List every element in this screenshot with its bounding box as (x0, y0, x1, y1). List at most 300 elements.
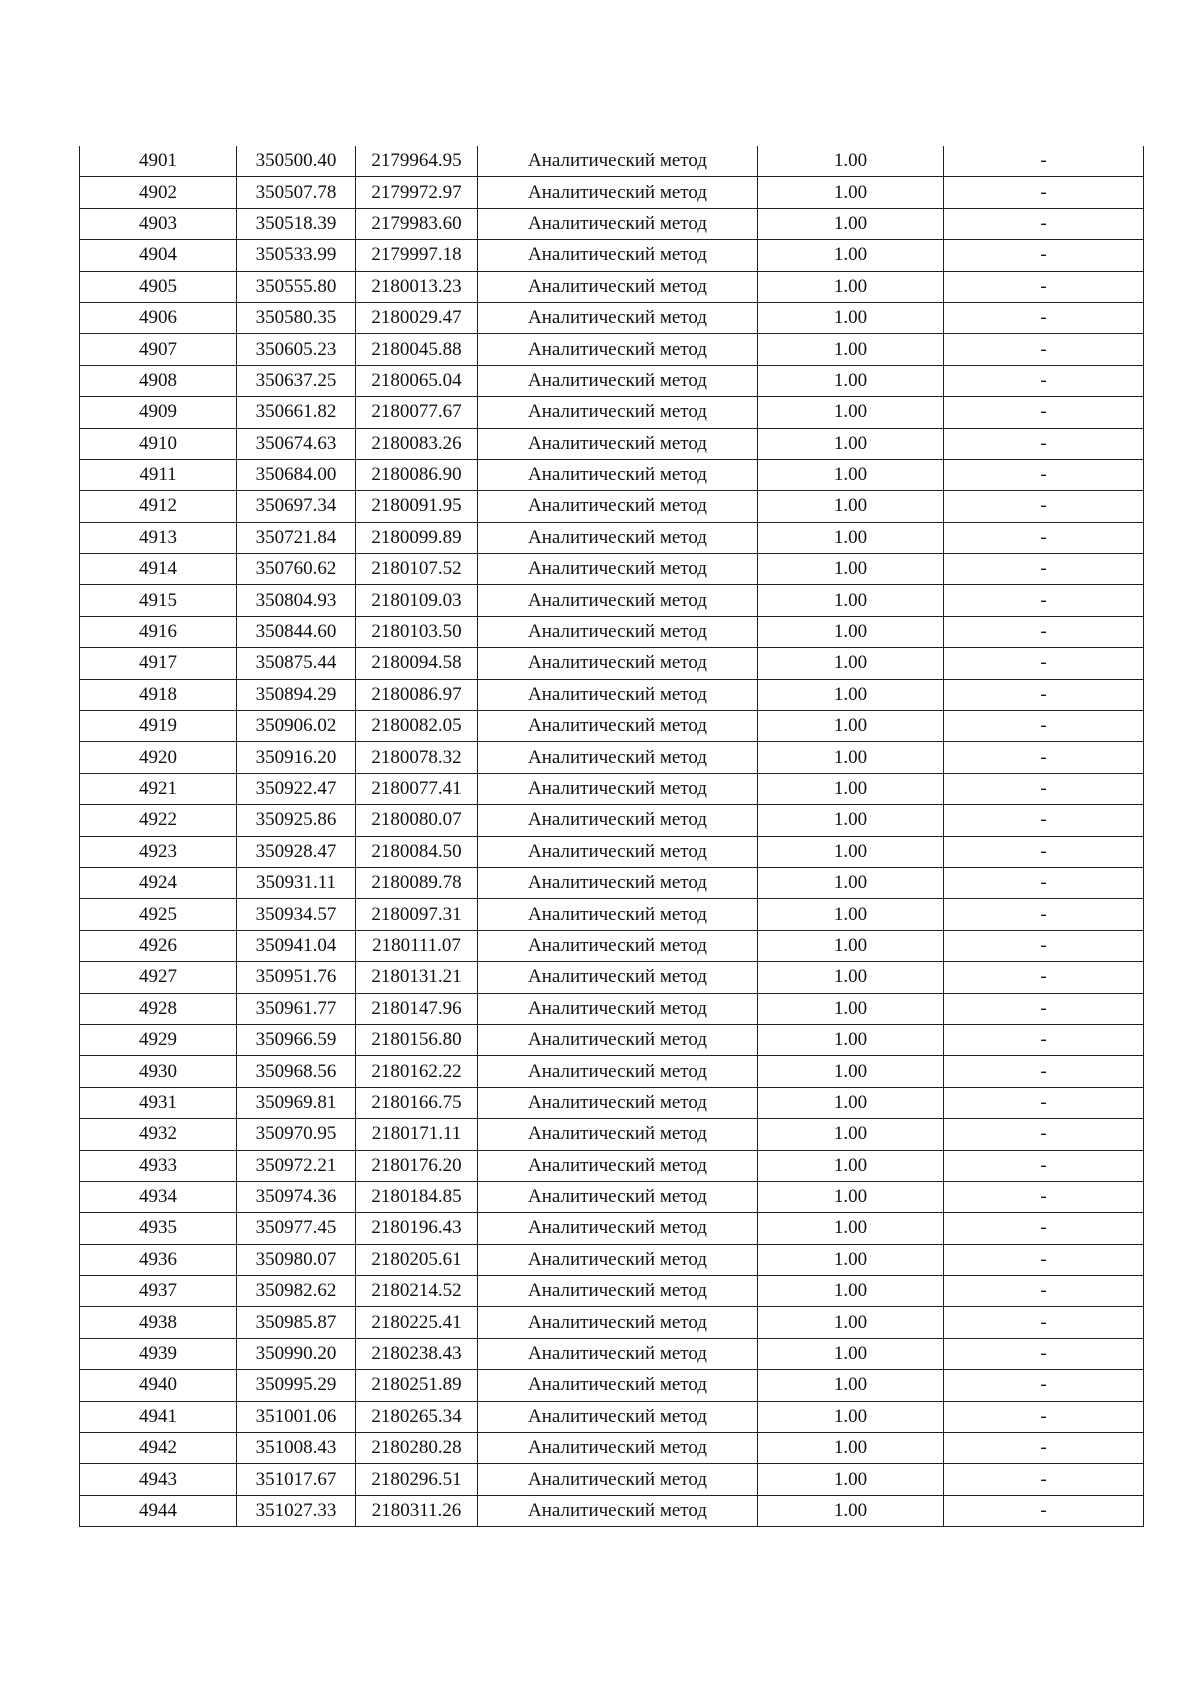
table-row (80, 334, 1144, 365)
method-cell: Аналитический метод (478, 271, 758, 302)
y-coordinate-cell: 2180311.26 (356, 1495, 478, 1526)
x-coordinate-cell: 350969.81 (237, 1087, 356, 1118)
method-cell: Аналитический метод (478, 773, 758, 804)
table-row (80, 208, 1144, 239)
point-number-cell: 4921 (80, 773, 237, 804)
accuracy-cell: 1.00 (758, 1244, 944, 1275)
x-coordinate-cell: 351001.06 (237, 1401, 356, 1432)
description-cell: - (944, 554, 1144, 585)
x-coordinate-cell: 350500.40 (237, 146, 356, 177)
point-number-cell: 4906 (80, 302, 237, 333)
y-coordinate-cell: 2180086.90 (356, 459, 478, 490)
table-row (80, 836, 1144, 867)
table-row (80, 491, 1144, 522)
accuracy-cell: 1.00 (758, 930, 944, 961)
point-number-cell: 4911 (80, 459, 237, 490)
point-number-cell: 4910 (80, 428, 237, 459)
table-row (80, 930, 1144, 961)
accuracy-cell: 1.00 (758, 1338, 944, 1369)
accuracy-cell: 1.00 (758, 962, 944, 993)
accuracy-cell: 1.00 (758, 1370, 944, 1401)
method-cell: Аналитический метод (478, 428, 758, 459)
method-cell: Аналитический метод (478, 177, 758, 208)
accuracy-cell: 1.00 (758, 334, 944, 365)
y-coordinate-cell: 2180077.67 (356, 397, 478, 428)
accuracy-cell: 1.00 (758, 1024, 944, 1055)
point-number-cell: 4916 (80, 616, 237, 647)
description-cell: - (944, 428, 1144, 459)
description-cell: - (944, 1087, 1144, 1118)
accuracy-cell: 1.00 (758, 1433, 944, 1464)
accuracy-cell: 1.00 (758, 177, 944, 208)
table-row (80, 805, 1144, 836)
method-cell: Аналитический метод (478, 1338, 758, 1369)
table-row (80, 993, 1144, 1024)
table-row (80, 302, 1144, 333)
description-cell: - (944, 836, 1144, 867)
x-coordinate-cell: 350974.36 (237, 1181, 356, 1212)
table-row (80, 146, 1144, 177)
description-cell: - (944, 1433, 1144, 1464)
y-coordinate-cell: 2179972.97 (356, 177, 478, 208)
y-coordinate-cell: 2180296.51 (356, 1464, 478, 1495)
method-cell: Аналитический метод (478, 1024, 758, 1055)
method-cell: Аналитический метод (478, 1244, 758, 1275)
x-coordinate-cell: 350980.07 (237, 1244, 356, 1275)
x-coordinate-cell: 350934.57 (237, 899, 356, 930)
x-coordinate-cell: 350684.00 (237, 459, 356, 490)
y-coordinate-cell: 2180082.05 (356, 711, 478, 742)
method-cell: Аналитический метод (478, 522, 758, 553)
x-coordinate-cell: 350637.25 (237, 365, 356, 396)
description-cell: - (944, 1024, 1144, 1055)
table-row (80, 1181, 1144, 1212)
method-cell: Аналитический метод (478, 805, 758, 836)
description-cell: - (944, 773, 1144, 804)
point-number-cell: 4928 (80, 993, 237, 1024)
description-cell: - (944, 585, 1144, 616)
method-cell: Аналитический метод (478, 899, 758, 930)
table-row (80, 1401, 1144, 1432)
x-coordinate-cell: 350972.21 (237, 1150, 356, 1181)
accuracy-cell: 1.00 (758, 146, 944, 177)
table-row (80, 177, 1144, 208)
accuracy-cell: 1.00 (758, 1213, 944, 1244)
method-cell: Аналитический метод (478, 1276, 758, 1307)
description-cell: - (944, 459, 1144, 490)
method-cell: Аналитический метод (478, 302, 758, 333)
accuracy-cell: 1.00 (758, 1495, 944, 1526)
point-number-cell: 4922 (80, 805, 237, 836)
description-cell: - (944, 805, 1144, 836)
accuracy-cell: 1.00 (758, 271, 944, 302)
method-cell: Аналитический метод (478, 930, 758, 961)
y-coordinate-cell: 2179983.60 (356, 208, 478, 239)
x-coordinate-cell: 351017.67 (237, 1464, 356, 1495)
table-row (80, 1307, 1144, 1338)
y-coordinate-cell: 2179997.18 (356, 240, 478, 271)
x-coordinate-cell: 350697.34 (237, 491, 356, 522)
point-number-cell: 4940 (80, 1370, 237, 1401)
description-cell: - (944, 679, 1144, 710)
description-cell: - (944, 616, 1144, 647)
accuracy-cell: 1.00 (758, 1401, 944, 1432)
description-cell: - (944, 930, 1144, 961)
accuracy-cell: 1.00 (758, 302, 944, 333)
method-cell: Аналитический метод (478, 1464, 758, 1495)
y-coordinate-cell: 2180251.89 (356, 1370, 478, 1401)
method-cell: Аналитический метод (478, 1213, 758, 1244)
accuracy-cell: 1.00 (758, 899, 944, 930)
x-coordinate-cell: 350928.47 (237, 836, 356, 867)
y-coordinate-cell: 2180225.41 (356, 1307, 478, 1338)
point-number-cell: 4919 (80, 711, 237, 742)
x-coordinate-cell: 350661.82 (237, 397, 356, 428)
description-cell: - (944, 1495, 1144, 1526)
y-coordinate-cell: 2180156.80 (356, 1024, 478, 1055)
description-cell: - (944, 648, 1144, 679)
method-cell: Аналитический метод (478, 742, 758, 773)
accuracy-cell: 1.00 (758, 679, 944, 710)
y-coordinate-cell: 2180013.23 (356, 271, 478, 302)
accuracy-cell: 1.00 (758, 459, 944, 490)
method-cell: Аналитический метод (478, 1433, 758, 1464)
y-coordinate-cell: 2180078.32 (356, 742, 478, 773)
point-number-cell: 4914 (80, 554, 237, 585)
y-coordinate-cell: 2180238.43 (356, 1338, 478, 1369)
description-cell: - (944, 1401, 1144, 1432)
point-number-cell: 4932 (80, 1119, 237, 1150)
method-cell: Аналитический метод (478, 491, 758, 522)
table-row (80, 365, 1144, 396)
description-cell: - (944, 899, 1144, 930)
x-coordinate-cell: 350916.20 (237, 742, 356, 773)
y-coordinate-cell: 2180147.96 (356, 993, 478, 1024)
accuracy-cell: 1.00 (758, 1276, 944, 1307)
y-coordinate-cell: 2179964.95 (356, 146, 478, 177)
table-row (80, 240, 1144, 271)
accuracy-cell: 1.00 (758, 993, 944, 1024)
description-cell: - (944, 177, 1144, 208)
y-coordinate-cell: 2180196.43 (356, 1213, 478, 1244)
point-number-cell: 4913 (80, 522, 237, 553)
description-cell: - (944, 1213, 1144, 1244)
description-cell: - (944, 146, 1144, 177)
point-number-cell: 4908 (80, 365, 237, 396)
y-coordinate-cell: 2180080.07 (356, 805, 478, 836)
method-cell: Аналитический метод (478, 146, 758, 177)
table-row (80, 1338, 1144, 1369)
y-coordinate-cell: 2180045.88 (356, 334, 478, 365)
x-coordinate-cell: 350925.86 (237, 805, 356, 836)
point-number-cell: 4934 (80, 1181, 237, 1212)
method-cell: Аналитический метод (478, 1181, 758, 1212)
table-row (80, 648, 1144, 679)
y-coordinate-cell: 2180094.58 (356, 648, 478, 679)
coordinates-table-body (80, 146, 1144, 1527)
y-coordinate-cell: 2180091.95 (356, 491, 478, 522)
x-coordinate-cell: 350968.56 (237, 1056, 356, 1087)
x-coordinate-cell: 350555.80 (237, 271, 356, 302)
point-number-cell: 4907 (80, 334, 237, 365)
point-number-cell: 4931 (80, 1087, 237, 1118)
accuracy-cell: 1.00 (758, 1307, 944, 1338)
method-cell: Аналитический метод (478, 1370, 758, 1401)
description-cell: - (944, 1056, 1144, 1087)
point-number-cell: 4904 (80, 240, 237, 271)
table-row (80, 554, 1144, 585)
point-number-cell: 4927 (80, 962, 237, 993)
x-coordinate-cell: 350605.23 (237, 334, 356, 365)
description-cell: - (944, 1119, 1144, 1150)
x-coordinate-cell: 350995.29 (237, 1370, 356, 1401)
point-number-cell: 4918 (80, 679, 237, 710)
method-cell: Аналитический метод (478, 1087, 758, 1118)
y-coordinate-cell: 2180099.89 (356, 522, 478, 553)
x-coordinate-cell: 351008.43 (237, 1433, 356, 1464)
table-row (80, 1370, 1144, 1401)
description-cell: - (944, 993, 1144, 1024)
y-coordinate-cell: 2180214.52 (356, 1276, 478, 1307)
accuracy-cell: 1.00 (758, 585, 944, 616)
table-row (80, 1150, 1144, 1181)
accuracy-cell: 1.00 (758, 805, 944, 836)
method-cell: Аналитический метод (478, 1119, 758, 1150)
table-row (80, 711, 1144, 742)
description-cell: - (944, 240, 1144, 271)
table-row (80, 899, 1144, 930)
method-cell: Аналитический метод (478, 1307, 758, 1338)
y-coordinate-cell: 2180131.21 (356, 962, 478, 993)
accuracy-cell: 1.00 (758, 1150, 944, 1181)
y-coordinate-cell: 2180097.31 (356, 899, 478, 930)
method-cell: Аналитический метод (478, 585, 758, 616)
x-coordinate-cell: 350533.99 (237, 240, 356, 271)
table-row (80, 1244, 1144, 1275)
y-coordinate-cell: 2180077.41 (356, 773, 478, 804)
point-number-cell: 4924 (80, 867, 237, 898)
description-cell: - (944, 742, 1144, 773)
table-row (80, 1433, 1144, 1464)
description-cell: - (944, 1150, 1144, 1181)
coordinates-table (79, 146, 1144, 1527)
table-row (80, 1213, 1144, 1244)
accuracy-cell: 1.00 (758, 1119, 944, 1150)
method-cell: Аналитический метод (478, 962, 758, 993)
y-coordinate-cell: 2180162.22 (356, 1056, 478, 1087)
method-cell: Аналитический метод (478, 836, 758, 867)
accuracy-cell: 1.00 (758, 836, 944, 867)
accuracy-cell: 1.00 (758, 648, 944, 679)
table-row (80, 867, 1144, 898)
table-row (80, 1276, 1144, 1307)
description-cell: - (944, 397, 1144, 428)
point-number-cell: 4933 (80, 1150, 237, 1181)
accuracy-cell: 1.00 (758, 1181, 944, 1212)
x-coordinate-cell: 350977.45 (237, 1213, 356, 1244)
accuracy-cell: 1.00 (758, 522, 944, 553)
accuracy-cell: 1.00 (758, 365, 944, 396)
x-coordinate-cell: 350951.76 (237, 962, 356, 993)
x-coordinate-cell: 350844.60 (237, 616, 356, 647)
x-coordinate-cell: 350931.11 (237, 867, 356, 898)
method-cell: Аналитический метод (478, 867, 758, 898)
description-cell: - (944, 1338, 1144, 1369)
x-coordinate-cell: 351027.33 (237, 1495, 356, 1526)
point-number-cell: 4926 (80, 930, 237, 961)
y-coordinate-cell: 2180280.28 (356, 1433, 478, 1464)
table-row (80, 742, 1144, 773)
point-number-cell: 4902 (80, 177, 237, 208)
accuracy-cell: 1.00 (758, 1464, 944, 1495)
point-number-cell: 4943 (80, 1464, 237, 1495)
method-cell: Аналитический метод (478, 208, 758, 239)
table-row (80, 1119, 1144, 1150)
x-coordinate-cell: 350982.62 (237, 1276, 356, 1307)
description-cell: - (944, 491, 1144, 522)
y-coordinate-cell: 2180166.75 (356, 1087, 478, 1118)
x-coordinate-cell: 350804.93 (237, 585, 356, 616)
accuracy-cell: 1.00 (758, 240, 944, 271)
accuracy-cell: 1.00 (758, 208, 944, 239)
x-coordinate-cell: 350906.02 (237, 711, 356, 742)
y-coordinate-cell: 2180065.04 (356, 365, 478, 396)
y-coordinate-cell: 2180107.52 (356, 554, 478, 585)
x-coordinate-cell: 350941.04 (237, 930, 356, 961)
point-number-cell: 4920 (80, 742, 237, 773)
x-coordinate-cell: 350674.63 (237, 428, 356, 459)
method-cell: Аналитический метод (478, 1056, 758, 1087)
method-cell: Аналитический метод (478, 459, 758, 490)
point-number-cell: 4912 (80, 491, 237, 522)
accuracy-cell: 1.00 (758, 711, 944, 742)
point-number-cell: 4929 (80, 1024, 237, 1055)
method-cell: Аналитический метод (478, 554, 758, 585)
table-row (80, 1087, 1144, 1118)
point-number-cell: 4917 (80, 648, 237, 679)
y-coordinate-cell: 2180084.50 (356, 836, 478, 867)
method-cell: Аналитический метод (478, 616, 758, 647)
table-row (80, 679, 1144, 710)
accuracy-cell: 1.00 (758, 491, 944, 522)
table-row (80, 1464, 1144, 1495)
table-row (80, 1495, 1144, 1526)
description-cell: - (944, 365, 1144, 396)
description-cell: - (944, 271, 1144, 302)
y-coordinate-cell: 2180083.26 (356, 428, 478, 459)
description-cell: - (944, 208, 1144, 239)
method-cell: Аналитический метод (478, 1495, 758, 1526)
x-coordinate-cell: 350894.29 (237, 679, 356, 710)
x-coordinate-cell: 350966.59 (237, 1024, 356, 1055)
accuracy-cell: 1.00 (758, 1056, 944, 1087)
accuracy-cell: 1.00 (758, 616, 944, 647)
method-cell: Аналитический метод (478, 993, 758, 1024)
method-cell: Аналитический метод (478, 240, 758, 271)
table-row (80, 397, 1144, 428)
x-coordinate-cell: 350985.87 (237, 1307, 356, 1338)
point-number-cell: 4944 (80, 1495, 237, 1526)
point-number-cell: 4915 (80, 585, 237, 616)
point-number-cell: 4903 (80, 208, 237, 239)
description-cell: - (944, 962, 1144, 993)
x-coordinate-cell: 350970.95 (237, 1119, 356, 1150)
method-cell: Аналитический метод (478, 648, 758, 679)
point-number-cell: 4935 (80, 1213, 237, 1244)
y-coordinate-cell: 2180109.03 (356, 585, 478, 616)
table-row (80, 616, 1144, 647)
y-coordinate-cell: 2180089.78 (356, 867, 478, 898)
y-coordinate-cell: 2180205.61 (356, 1244, 478, 1275)
x-coordinate-cell: 350961.77 (237, 993, 356, 1024)
point-number-cell: 4923 (80, 836, 237, 867)
table-row (80, 1024, 1144, 1055)
method-cell: Аналитический метод (478, 679, 758, 710)
y-coordinate-cell: 2180184.85 (356, 1181, 478, 1212)
y-coordinate-cell: 2180265.34 (356, 1401, 478, 1432)
description-cell: - (944, 522, 1144, 553)
description-cell: - (944, 1244, 1144, 1275)
x-coordinate-cell: 350721.84 (237, 522, 356, 553)
description-cell: - (944, 1276, 1144, 1307)
description-cell: - (944, 1370, 1144, 1401)
point-number-cell: 4905 (80, 271, 237, 302)
point-number-cell: 4939 (80, 1338, 237, 1369)
description-cell: - (944, 1464, 1144, 1495)
description-cell: - (944, 867, 1144, 898)
table-row (80, 962, 1144, 993)
table-row (80, 428, 1144, 459)
description-cell: - (944, 1181, 1144, 1212)
table-row (80, 1056, 1144, 1087)
accuracy-cell: 1.00 (758, 742, 944, 773)
description-cell: - (944, 302, 1144, 333)
x-coordinate-cell: 350760.62 (237, 554, 356, 585)
x-coordinate-cell: 350922.47 (237, 773, 356, 804)
point-number-cell: 4930 (80, 1056, 237, 1087)
y-coordinate-cell: 2180029.47 (356, 302, 478, 333)
y-coordinate-cell: 2180111.07 (356, 930, 478, 961)
y-coordinate-cell: 2180086.97 (356, 679, 478, 710)
x-coordinate-cell: 350990.20 (237, 1338, 356, 1369)
point-number-cell: 4909 (80, 397, 237, 428)
accuracy-cell: 1.00 (758, 1087, 944, 1118)
y-coordinate-cell: 2180171.11 (356, 1119, 478, 1150)
method-cell: Аналитический метод (478, 397, 758, 428)
accuracy-cell: 1.00 (758, 554, 944, 585)
method-cell: Аналитический метод (478, 334, 758, 365)
x-coordinate-cell: 350518.39 (237, 208, 356, 239)
table-row (80, 522, 1144, 553)
x-coordinate-cell: 350875.44 (237, 648, 356, 679)
description-cell: - (944, 1307, 1144, 1338)
method-cell: Аналитический метод (478, 711, 758, 742)
description-cell: - (944, 334, 1144, 365)
method-cell: Аналитический метод (478, 1150, 758, 1181)
accuracy-cell: 1.00 (758, 397, 944, 428)
accuracy-cell: 1.00 (758, 428, 944, 459)
table-row (80, 585, 1144, 616)
description-cell: - (944, 711, 1144, 742)
x-coordinate-cell: 350507.78 (237, 177, 356, 208)
table-row (80, 459, 1144, 490)
point-number-cell: 4901 (80, 146, 237, 177)
table-row (80, 773, 1144, 804)
point-number-cell: 4941 (80, 1401, 237, 1432)
x-coordinate-cell: 350580.35 (237, 302, 356, 333)
point-number-cell: 4925 (80, 899, 237, 930)
point-number-cell: 4938 (80, 1307, 237, 1338)
